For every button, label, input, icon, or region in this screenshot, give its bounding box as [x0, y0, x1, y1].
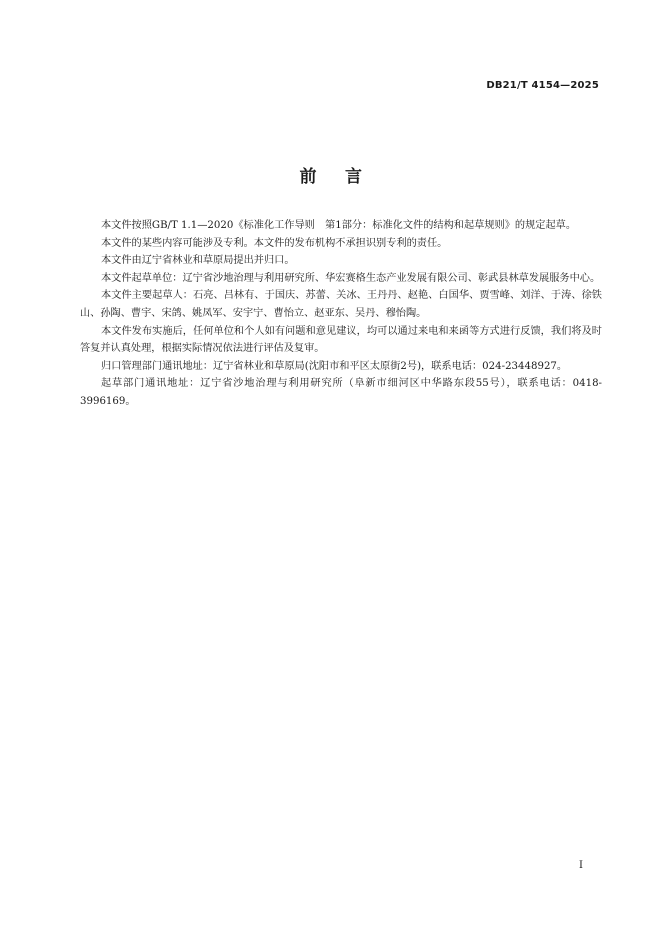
paragraph-proposer: 本文件由辽宁省林业和草原局提出并归口。 — [101, 255, 295, 267]
page-number: I — [579, 860, 583, 871]
title-char-1: 前 — [299, 167, 317, 187]
page-title — [0, 162, 662, 187]
paragraph-drafter-address: 起草部门通讯地址：辽宁省沙地治理与利用研究所（阜新市细河区中华路东段55号），联系电话：0418-3996169。 — [80, 378, 602, 407]
paragraph-admin-address: 归口管理部门通讯地址：辽宁省林业和草原局(沈阳市和平区太原街2号)，联系电话：024-23448927。 — [101, 360, 568, 372]
paragraph-patent-notice: 本文件的某些内容可能涉及专利。本文件的发布机构不承担识别专利的责任。 — [101, 237, 448, 249]
title-char-2: 言 — [345, 167, 363, 187]
foreword-body — [80, 217, 602, 411]
paragraph-feedback: 本文件发布实施后，任何单位和个人如有问题和意见建议，均可以通过来电和来函等方式进行反馈，我们将及时答复并认真处理，根据实际情况依法进行评估及复审。 — [80, 325, 602, 355]
document-code: DB21/T 4154—2025 — [486, 80, 599, 91]
paragraph-drafters: 本文件主要起草人：石亮、吕林有、于国庆、苏蕾、关冰、王丹丹、赵艳、白国华、贾雪峰、刘洋、于涛、徐铁山、孙陶、曹宇、宋鸽、姚凤军、安宇宁、曹怡立、赵亚东、吴丹、穆怡陶。 — [80, 290, 602, 319]
paragraph-drafting-units: 本文件起草单位：辽宁省沙地治理与利用研究所、华宏赛格生态产业发展有限公司、彰武县林草发展服务中心。 — [101, 272, 601, 284]
paragraph-drafting-basis: 本文件按照GB/T 1.1—2020《标准化工作导则 第1部分：标准化文件的结构和起草规则》的规定起草。 — [101, 220, 577, 231]
